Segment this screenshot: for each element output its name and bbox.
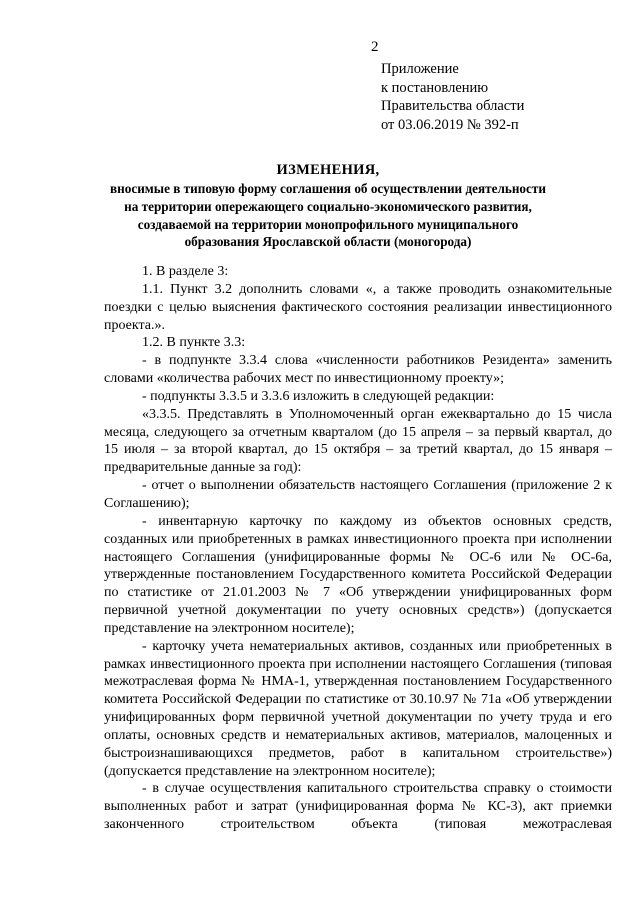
paragraph-3-3-5-text: «3.3.5. Представлять в Уполномоченный орган ежеквартально до 15 числа месяца, следующего за отчетным кварталом (до 15 апреля – за первый квартал, до 15 июля – за второй квартал, до 15 октября – за третий квартал, до 15 января – предварительные данные за год): bbox=[104, 406, 612, 476]
paragraph-1-2: 1.2. В пункте 3.3: bbox=[142, 335, 246, 351]
list-item-capital-construction: - в случае осуществления капитального строительства справку о стоимости выполненных работ и затрат (унифицированная форма № КС-3), акт приемки законченного строительством объекта (типовая межотраслевая bbox=[104, 781, 612, 833]
appendix-line: Приложение bbox=[381, 61, 459, 77]
paragraph-section-3: 1. В разделе 3: bbox=[142, 264, 229, 279]
list-item-report: - отчет о выполнении обязательств настоящего Соглашения (приложение 2 к Соглашению); bbox=[104, 478, 612, 511]
document-heading bbox=[104, 161, 552, 251]
page-number: 2 bbox=[371, 39, 379, 55]
document-subtitle: вносимые в типовую форму соглашения об осуществлении деятельности на территории опережающего социально-экономического развития, создаваемой на территории монопрофильного муниципального образования Ярославской области (моногорода) bbox=[110, 181, 546, 250]
paragraph-1-1: 1.1. Пункт 3.2 дополнить словами «, а также проводить ознакомительные поездки с целью выяснения фактического состояния реализации инвестиционного проекта.». bbox=[104, 281, 612, 333]
list-item-inventory-card: - инвентарную карточку по каждому из объектов основных средств, созданных или приобретенных в рамках инвестиционного проекта при исполнении настоящего Соглашения (унифицированные формы № ОС-6 или № ОС-6а, утвержденные постановлением Государственного комитета Российской Федерации по статистике от 21.01.2003 № 7 «Об утверждении унифицированных форм первичной учетной документации по учету основных средств») (допускается представление на электронном носителе); bbox=[104, 513, 612, 636]
appendix-line: к постановлению bbox=[381, 79, 489, 96]
appendix-line: от 03.06.2019 № 392-п bbox=[381, 116, 519, 133]
appendix-line: Правительства области bbox=[381, 98, 525, 114]
list-item-intangible-assets-card: - карточку учета нематериальных активов, созданных или приобретенных в рамках инвестиционного проекта при исполнении настоящего Соглашения (типовая межотраслевая форма № НМА-1, утвержденная постановлением Государственного комитета Российской Федерации по статистике от 30.10.97 № 71а «Об утверждении унифицированных форм первичной учетной документации по учету труда и его оплаты, основных средств и нематериальных активов, материалов, малоценных и быстроизнашивающихся предметов, работ в капитальном строительстве») (допускается представление на электронном носителе); bbox=[104, 638, 612, 779]
paragraph-3-3-4: - в подпункте 3.3.4 слова «численности работников Резидента» заменить словами «количества рабочих мест по инвестиционному проекту»; bbox=[104, 353, 612, 387]
appendix-block bbox=[381, 60, 524, 134]
document-body bbox=[104, 263, 612, 834]
document-title: ИЗМЕНЕНИЯ, bbox=[276, 162, 380, 178]
paragraph-3-3-5-and-3-3-6: - подпункты 3.3.5 и 3.3.6 изложить в следующей редакции: bbox=[142, 388, 495, 404]
